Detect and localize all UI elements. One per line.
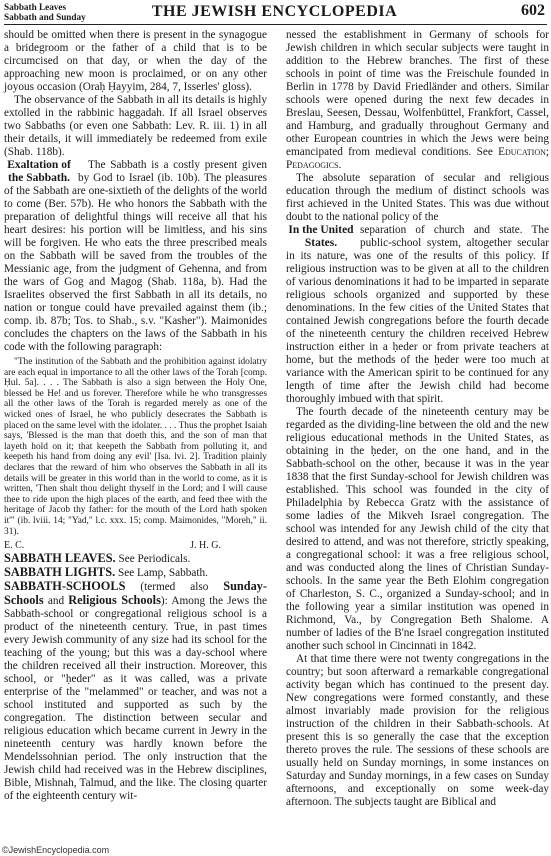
header-rule — [4, 24, 547, 25]
signature-left: E. C. — [4, 540, 25, 552]
entry-sabbath-schools — [4, 580, 267, 803]
paragraph: The fourth decade of the nineteenth century may be regarded as the dividing-line between the old and the new religious educational methods in the United States, as obtaining in the ḥeder, on the one hand, and in the Sabbath-school on the other, because it was in the year 1838 that the first Sunday-school for Jewish children was established. This school was founded in the city of Philadelphia by Rebecca Gratz with the assistance of some ladies of the Mikveh Israel congregation. The school was intended for any Jewish child of the city that desired to attend, and was not therefore, strictly speaking, a congregational school: it was a free religious school, and was conducted along the lines of Christian Sunday-schools. In the same year the Beth Elohim congregation of Charleston, S. C., organized a Sunday-school; and in the following year a similar institution was opened in Richmond, Va., by Congregation Beth Shalome. A number of ladies of the B'ne Israel congregation instituted another such school in Cincinnati in 1842. — [286, 406, 549, 652]
entry-body: Among the Jews the Sabbath-school or congregational religious school is a product of the nineteenth century. True, in past times every Jewish community of any size had its school for the teaching of the young; but this was a day-school where the children received all their instruction. Moreover, this school, or "ḥeder" as it was called, was a private enterprise of the "melammed" or teacher, and was not a school instituted and supported as such by the congregation. The distinction between secular and religious education which became current in Jewry in the nineteenth century was hardly known before the Mendelssohnian period. The only instruction that the Jewish child had received was in the Hebrew disciplines, Bible, Mishnah, Talmud, and the like. The closing quarter of the eighteenth century wit- — [4, 595, 267, 803]
paragraph: The Sabbath is a costly present given by God to Israel (ib. 10b). The pleasures of the Sabbath are one-sixtieth of the delights of the world to come (Ber. 57b). He who honors the Sabbath with the preparation of delightful things will receive all that his heart desires: his portion will be limitless, and his sins will be forgiven. He who eats the three prescribed meals on the Sabbath will be saved from the troubles of the Messianic age, from the judgment of Gehenna, and from the wars of Gog and Magog (Shab. 118a, b). Had the Israelites observed the first Sabbath in all its details, no nation or tongue could have prevailed against them (ib.; comp. ib. 87b; Tos. to Shab., s.v. "Kasher"). Maimonides concludes the chapters on the laws of the Sabbath in his code with the following paragraph: — [4, 159, 267, 353]
entry-text: (termed also — [125, 581, 224, 594]
left-column — [4, 29, 267, 803]
entry-sabbath-leaves — [4, 552, 267, 566]
cross-reference: See Periodicals. — [115, 553, 191, 566]
right-column — [286, 29, 549, 809]
entry-text: and — [43, 595, 69, 608]
entry-term-alt: Sunday-Schools — [4, 579, 267, 608]
entry-term: SABBATH LIGHTS. — [4, 565, 116, 580]
entry-term: SABBATH-SCHOOLS — [4, 579, 126, 594]
cross-reference: Education; Pedagogics. — [286, 146, 549, 171]
block-quote: "The institution of the Sabbath and the prohibition against idolatry are each equal in importance to all the other laws of the Torah [comp. Ḥul. 5a]. . . . The Sabbath is also a sign between the Holy One, blessed be He! and us forever. Therefore while he who transgresses all the other laws of the Torah is regarded merely as one of the wicked ones of Israel, he who publicly desecrates the Sabbath is placed on the same level with the idolater. . . . Thus the prophet Isaiah says, 'Blessed is the man that doeth this, and the son of man that layeth hold on it; that keepeth the Sabbath from polluting it, and keepeth his hand from doing any evil' [Isa. lvi. 2]. Tradition plainly declares that the reward of him who observes the Sabbath in all its details will be greater in this world than in the world to come, as it is written, 'Then shalt thou delight thyself in the Lord; and I will cause thee to ride upon the high places of the earth, and feed thee with the heritage of Jacob thy father: for the mouth of the Lord hath spoken it'" (ib. lviii. 14; "Yad," l.c. xxx. 15; comp. Maimonides, "Moreh," ii. 31). — [4, 357, 267, 537]
entry-sabbath-lights — [4, 566, 267, 580]
paragraph: The observance of the Sabbath in all its details is highly extolled in the rabbinic haggadah. If all Israel observes two Sabbaths (or even one Sabbath: Lev. R. iii. 1) in all their details, it will immediately be redeemed from exile (Shab. 118b). — [4, 94, 267, 158]
page-header — [4, 2, 545, 24]
page-number: 602 — [521, 2, 545, 19]
side-heading-exaltation: Exaltation of the Sabbath. — [7, 159, 71, 184]
side-heading-united-states: In the United States. — [288, 224, 354, 249]
signature-right: J. H. G. — [190, 540, 221, 552]
entry-term: SABBATH LEAVES. — [4, 551, 116, 566]
paragraph — [286, 29, 549, 172]
running-head-last: Sabbath and Sunday — [4, 12, 86, 22]
paragraph: The absolute separation of secular and religious education through the medium of distinct schools was first achieved in the United States. This was due without doubt to the national policy of the — [286, 172, 549, 223]
watermark: ©JewishEncyclopedia.com — [2, 845, 110, 855]
running-head-first: Sabbath Leaves — [4, 2, 67, 12]
entry-text: ): — [160, 595, 168, 608]
paragraph: should be omitted when there is present in the synagogue a bridegroom or the father of a child that is to be circumcised on that day, or when the day of the approaching new moon is proclaimed, or on any other joyous occasion (Oraḥ Ḥayyim, 284, 7, Isserles' gloss). — [4, 29, 267, 93]
page-title: THE JEWISH ENCYCLOPEDIA — [151, 3, 398, 20]
paragraph: separation of church and state. The public-school system, altogether secular in its nature, was one of the results of this policy. If religious instruction was to be given at all to the children of various denominations it had to be imparted in separate religious schools organized and supported by these denominations. In the few cities of the United States that contained Jewish congregations before the fourth decade of the nineteenth century the children received Hebrew instruction either in a ḥeder or from private teachers at home, but the methods of the ḥeder were too much at variance with the American spirit to be continued for any length of time after the Jewish child had become thoroughly imbued with that spirit. — [286, 224, 549, 405]
paragraph-text: nessed the establishment in Germany of schools for Jewish children in which secular subjects were taught in addition to the Hebrew branches. The first of these schools in point of time was the Freischule founded in Berlin in 1778 by David Friedländer and others. Similar schools were opened during the next few decades in Breslau, Seesen, Dessau, Wolfenbüttel, Frankfort, Cassel, and Hamburg, and gradually throughout Germany and other European countries in which the Jews were being emancipated from medieval conditions. See — [286, 29, 549, 158]
paragraph: At that time there were not twenty congregations in the country; but soon afterward a remarkable congregational activity began which has continued to the present day. New congregations were formed constantly, and these almost invariably made provision for the religious instruction of the children in their Sabbath-schools. At present this is so generally the case that the exception thereto proves the rule. The sessions of these schools are usually held on Sunday mornings, in some instances on Saturday and Sunday mornings, in a few cases on Sunday afternoons, and exceptionally on some week-day afternoon. The subjects taught are Biblical and — [286, 653, 549, 808]
entry-term-alt: Religious Schools — [68, 593, 161, 608]
cross-reference: See Lamp, Sabbath. — [115, 567, 208, 580]
